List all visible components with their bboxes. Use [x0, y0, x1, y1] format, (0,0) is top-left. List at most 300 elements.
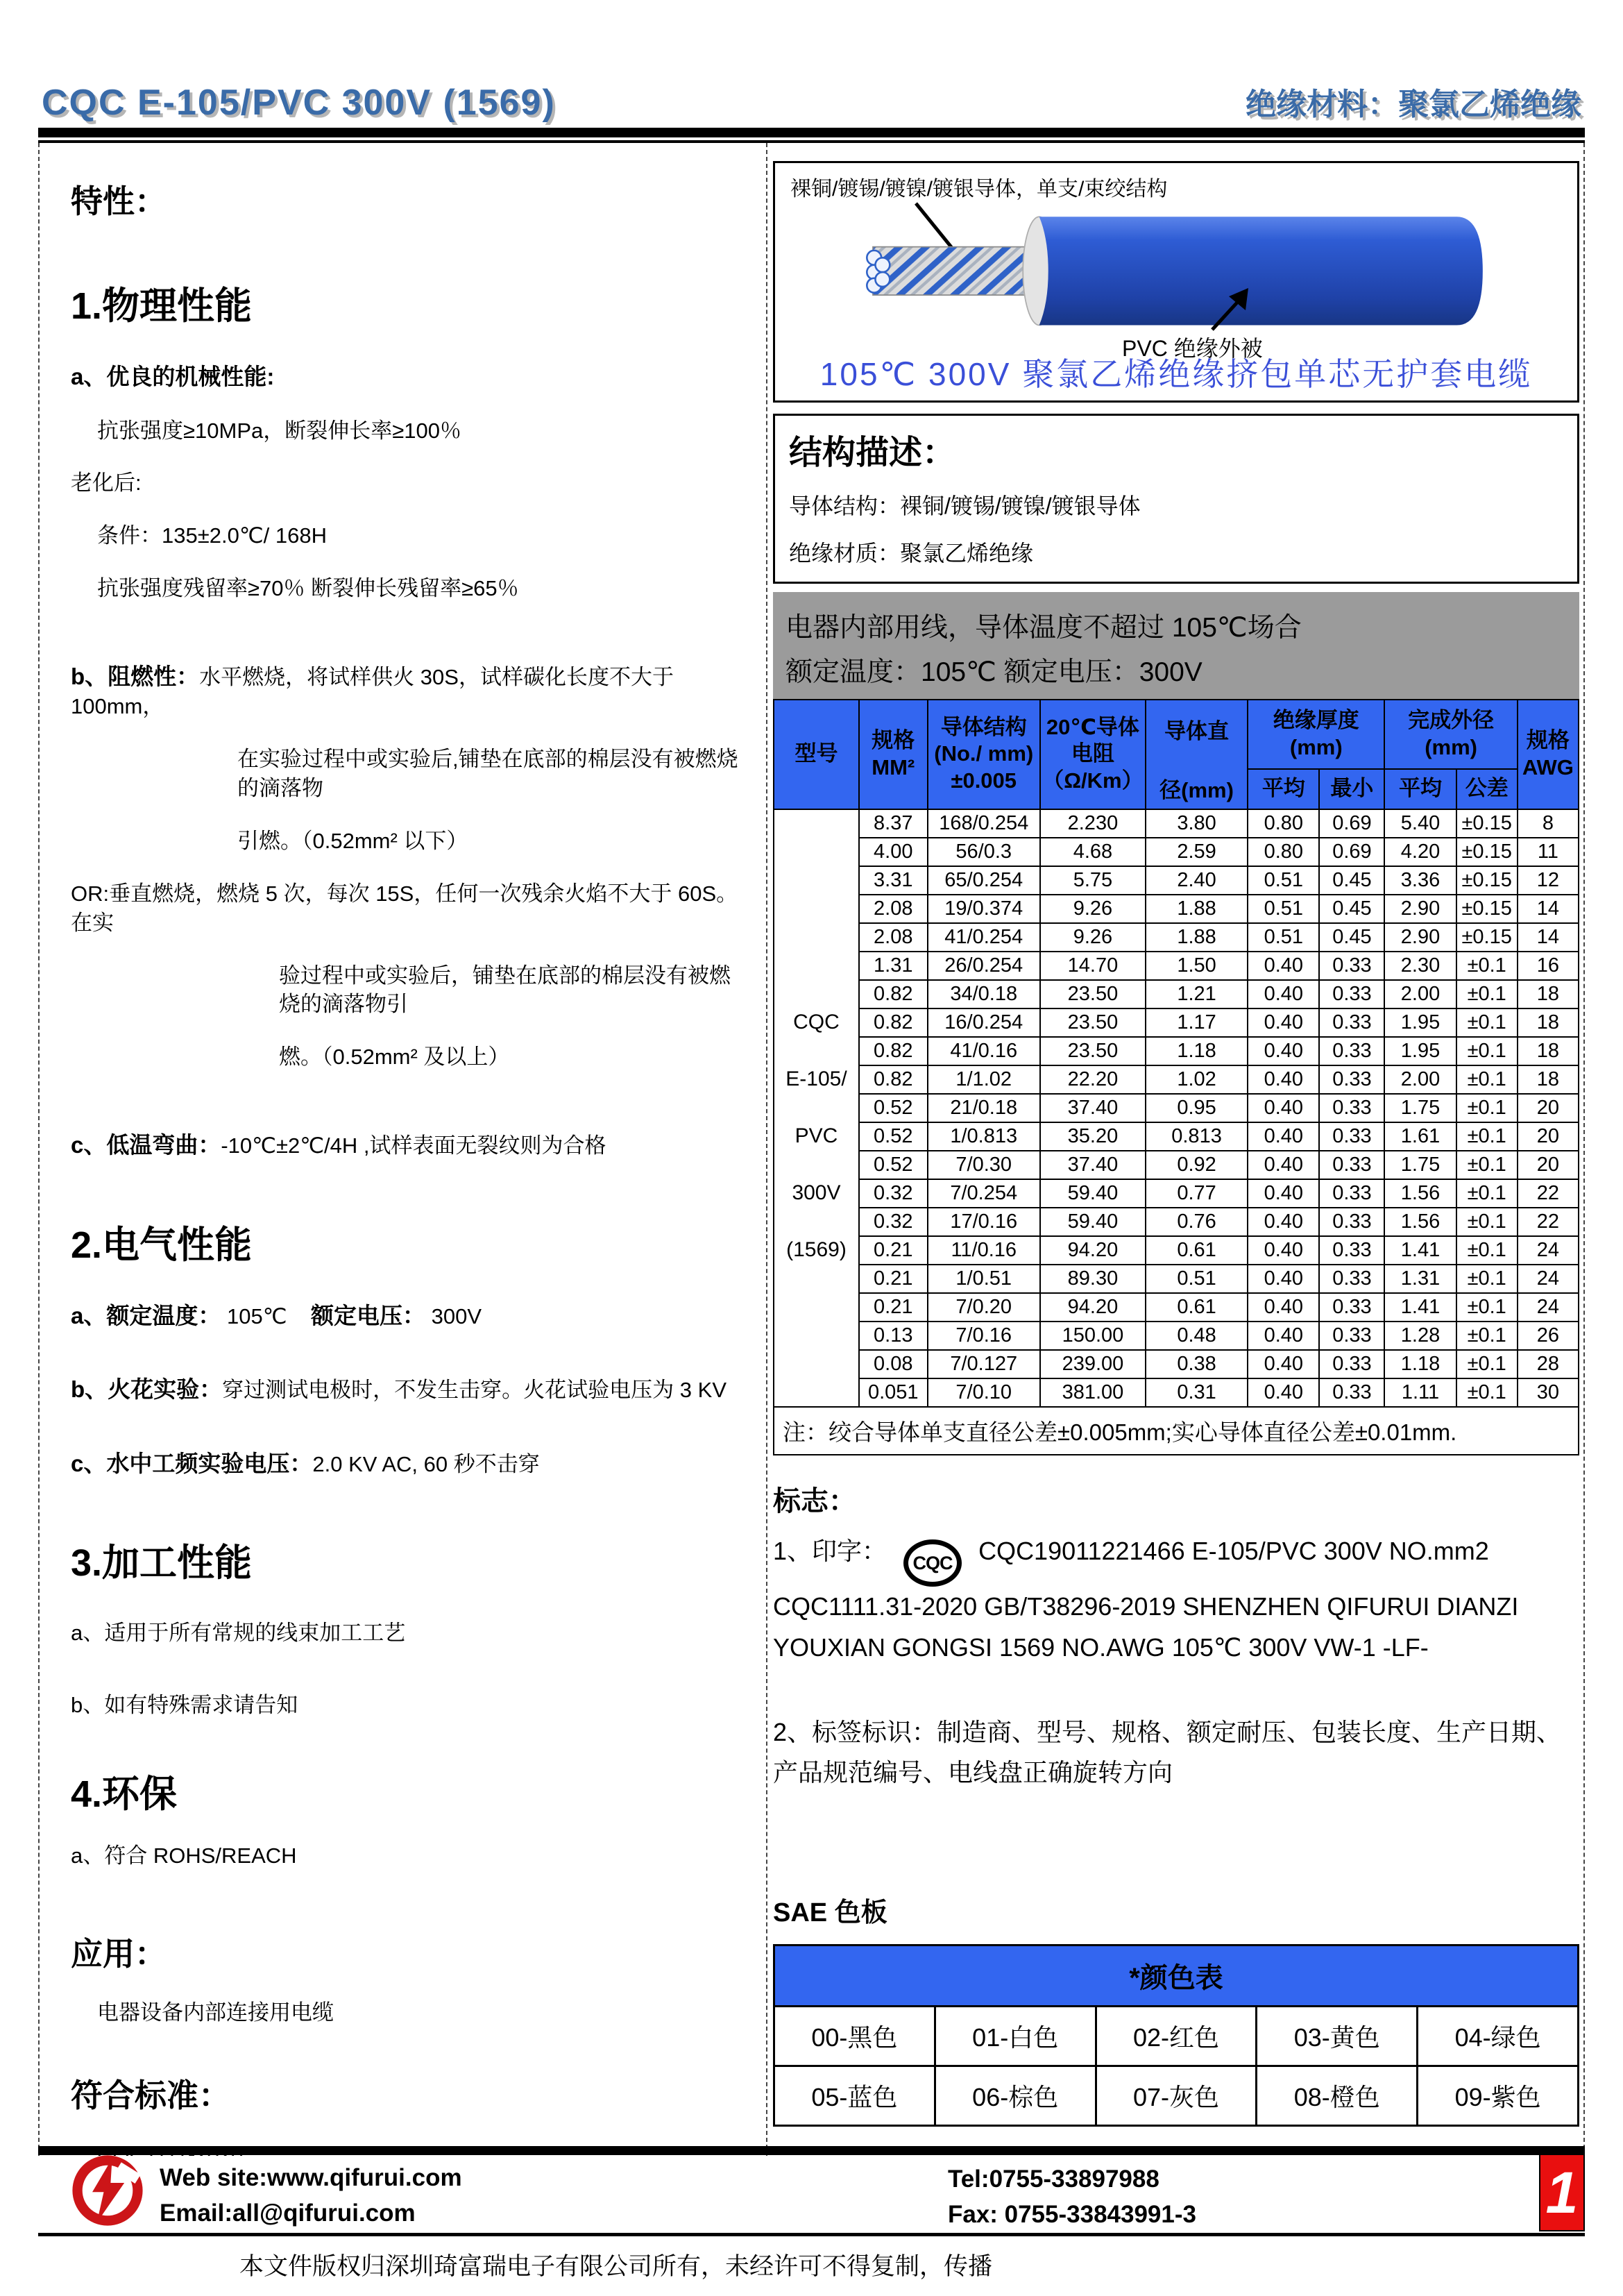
spec-size: 0.21	[859, 1265, 928, 1293]
spec-size: 2.08	[859, 923, 928, 952]
spec-od-tol: ±0.15	[1456, 838, 1518, 866]
coldbend-value: -10℃±2℃/4H ,试样表面无裂纹则为合格	[221, 1133, 606, 1158]
spec-diameter: 0.77	[1146, 1179, 1248, 1208]
spec-od-avg: 1.18	[1384, 1350, 1456, 1378]
spec-size: 0.82	[859, 1008, 928, 1037]
spec-resistance: 9.26	[1040, 895, 1146, 923]
spec-od-tol: ±0.15	[1456, 809, 1518, 838]
spec-model: PVC	[774, 1122, 859, 1151]
flame-or-line1: OR:垂直燃烧，燃烧 5 次，每次 15S，任何一次残余火焰不大于 60S。在实	[71, 881, 738, 935]
spec-diameter: 0.51	[1146, 1265, 1248, 1293]
spec-col-model: 型号	[774, 700, 859, 809]
spec-awg: 18	[1518, 1065, 1579, 1094]
spec-diameter: 1.02	[1146, 1065, 1248, 1094]
spec-od-tol: ±0.1	[1456, 980, 1518, 1008]
spec-resistance: 37.40	[1040, 1151, 1146, 1179]
main-content	[38, 143, 1585, 2156]
spec-structure: 17/0.16	[928, 1208, 1040, 1236]
spec-ins-avg: 0.40	[1248, 1008, 1319, 1037]
marking-label-paragraph: 2、标签标识：制造商、型号、规格、额定耐压、包装长度、生产日期、产品规范编号、电线盘正确旋转方向	[773, 1718, 1562, 1787]
spec-table-row	[774, 980, 1579, 1008]
marking-print-text-c: 105℃ 300V VW-1 -LF-	[1171, 1632, 1429, 1662]
spec-ins-avg: 0.40	[1248, 1122, 1319, 1151]
structure-heading: 结构描述：	[789, 434, 956, 471]
processing-heading: 3.加工性能	[71, 1542, 253, 1585]
spec-table-row	[774, 1094, 1579, 1122]
spec-model	[774, 809, 859, 838]
spec-od-tol: ±0.15	[1456, 895, 1518, 923]
spark-label: b、火花实验：	[71, 1376, 223, 1403]
aging-residual: 抗张强度残留率≥70％ 断裂伸长残留率≥65％	[97, 576, 519, 601]
spec-model	[774, 1265, 859, 1293]
spec-awg: 24	[1518, 1236, 1579, 1265]
spec-size: 0.52	[859, 1094, 928, 1122]
spec-table-note: 注：绞合导体单支直径公差±0.005mm;实心导体直径公差±0.01mm.	[774, 1407, 1579, 1455]
marking-heading: 标志：	[773, 1485, 856, 1517]
spec-awg: 18	[1518, 1037, 1579, 1065]
spec-model	[774, 866, 859, 895]
spec-col-diameter: 导体直 径(mm)	[1146, 700, 1248, 809]
application-heading: 应用：	[71, 1935, 167, 1972]
spec-resistance: 94.20	[1040, 1293, 1146, 1322]
page-header	[0, 0, 1623, 124]
spec-diameter: 0.31	[1146, 1378, 1248, 1407]
spec-diameter: 0.92	[1146, 1151, 1248, 1179]
flame-label: b、阻燃性：	[71, 663, 200, 689]
spec-resistance: 22.20	[1040, 1065, 1146, 1094]
spec-ins-avg: 0.40	[1248, 1322, 1319, 1350]
spec-col-awg: 规格 AWG	[1518, 700, 1579, 809]
spec-awg: 20	[1518, 1151, 1579, 1179]
spec-model: (1569)	[774, 1236, 859, 1265]
page-footer	[0, 2146, 1623, 2282]
spec-diameter: 0.61	[1146, 1293, 1248, 1322]
spec-od-avg: 5.40	[1384, 809, 1456, 838]
spec-structure: 1/1.02	[928, 1065, 1040, 1094]
spec-resistance: 150.00	[1040, 1322, 1146, 1350]
spec-model	[774, 952, 859, 980]
spec-resistance: 23.50	[1040, 1008, 1146, 1037]
qifurui-logo-icon	[69, 2152, 146, 2229]
spec-od-tol: ±0.1	[1456, 1236, 1518, 1265]
spec-table-row	[774, 1322, 1579, 1350]
spec-size: 2.08	[859, 895, 928, 923]
spec-size: 0.52	[859, 1151, 928, 1179]
spec-resistance: 59.40	[1040, 1179, 1146, 1208]
spec-model	[774, 895, 859, 923]
spec-sub-od-tol: 公差	[1456, 769, 1518, 809]
spec-od-avg: 1.75	[1384, 1094, 1456, 1122]
spec-size: 0.52	[859, 1122, 928, 1151]
spec-diameter: 0.61	[1146, 1236, 1248, 1265]
rated-volt-label: 额定电压：	[310, 1302, 425, 1328]
spec-awg: 12	[1518, 866, 1579, 895]
spec-table-row	[774, 952, 1579, 980]
spec-awg: 8	[1518, 809, 1579, 838]
physical-heading: 1.物理性能	[71, 285, 253, 327]
spec-sub-od-avg: 平均	[1384, 769, 1456, 809]
spec-od-tol: ±0.1	[1456, 1208, 1518, 1236]
spec-diameter: 0.48	[1146, 1322, 1248, 1350]
spec-ins-min: 0.33	[1319, 1236, 1384, 1265]
spec-table-row	[774, 1065, 1579, 1094]
spec-resistance: 23.50	[1040, 1037, 1146, 1065]
spec-table-row	[774, 1350, 1579, 1378]
spec-diameter: 3.80	[1146, 809, 1248, 838]
cable-diagram-box	[773, 161, 1579, 403]
spec-model	[774, 923, 859, 952]
color-cell: 05-蓝色	[774, 2066, 935, 2125]
spec-od-avg: 1.56	[1384, 1179, 1456, 1208]
footer-rule-bottom	[38, 2233, 1585, 2236]
flame-or-line2: 验过程中或实验后，铺垫在底部的棉层没有被燃烧的滴落物引	[279, 963, 731, 1017]
structure-description-box	[773, 414, 1579, 584]
spec-structure: 7/0.127	[928, 1350, 1040, 1378]
spec-structure: 34/0.18	[928, 980, 1040, 1008]
spec-resistance: 5.75	[1040, 866, 1146, 895]
website-text: Web site:www.qifurui.com	[160, 2164, 462, 2191]
color-table	[773, 1944, 1579, 2127]
spec-resistance: 23.50	[1040, 980, 1146, 1008]
spec-resistance: 2.230	[1040, 809, 1146, 838]
spec-structure: 65/0.254	[928, 866, 1040, 895]
color-cell: 08-橙色	[1257, 2066, 1418, 2125]
spec-awg: 24	[1518, 1293, 1579, 1322]
spec-diameter: 1.50	[1146, 952, 1248, 980]
spec-od-tol: ±0.1	[1456, 1008, 1518, 1037]
spec-od-tol: ±0.1	[1456, 1065, 1518, 1094]
arrow-up-icon	[1197, 287, 1259, 334]
spec-diameter: 2.40	[1146, 866, 1248, 895]
spec-size: 0.82	[859, 1037, 928, 1065]
spec-od-avg: 4.20	[1384, 838, 1456, 866]
rated-volt-value: 300V	[431, 1303, 482, 1328]
spec-model	[774, 1208, 859, 1236]
aging-label: 老化后:	[71, 471, 142, 496]
spec-ins-avg: 0.40	[1248, 1265, 1319, 1293]
spec-table-row	[774, 866, 1579, 895]
marking-print-label: 1、印字：	[773, 1536, 887, 1565]
spec-col-od: 完成外径 (mm)	[1384, 700, 1517, 769]
spec-ins-min: 0.69	[1319, 838, 1384, 866]
spec-od-tol: ±0.1	[1456, 952, 1518, 980]
spec-awg: 24	[1518, 1265, 1579, 1293]
spec-structure: 7/0.254	[928, 1179, 1040, 1208]
spec-table-row	[774, 1236, 1579, 1265]
spec-awg: 16	[1518, 952, 1579, 980]
spec-ins-min: 0.33	[1319, 1122, 1384, 1151]
spec-ins-avg: 0.40	[1248, 1037, 1319, 1065]
marking-print-paragraph	[773, 1531, 1579, 1669]
tel-text: Tel:0755-33897988	[947, 2166, 1159, 2193]
spec-od-avg: 1.95	[1384, 1037, 1456, 1065]
color-cell: 03-黄色	[1257, 2006, 1418, 2066]
spec-structure: 7/0.20	[928, 1293, 1040, 1322]
spec-ins-avg: 0.40	[1248, 980, 1319, 1008]
spec-resistance: 89.30	[1040, 1265, 1146, 1293]
footer-logo	[69, 2152, 146, 2232]
spec-table-row	[774, 1265, 1579, 1293]
color-table-title: *颜色表	[774, 1945, 1579, 2006]
spec-resistance: 239.00	[1040, 1350, 1146, 1378]
spec-ins-avg: 0.40	[1248, 1094, 1319, 1122]
header-rule-thick	[38, 128, 1585, 137]
spec-od-avg: 1.75	[1384, 1151, 1456, 1179]
spec-resistance: 381.00	[1040, 1378, 1146, 1407]
page-number-badge: 1	[1539, 2154, 1585, 2231]
spec-table-row	[774, 1293, 1579, 1322]
spec-size: 0.13	[859, 1322, 928, 1350]
spec-table-row	[774, 1208, 1579, 1236]
spec-ins-avg: 0.40	[1248, 1179, 1319, 1208]
spec-ins-min: 0.33	[1319, 1065, 1384, 1094]
spec-awg: 30	[1518, 1378, 1579, 1407]
spec-table-row	[774, 1122, 1579, 1151]
spec-diameter: 0.813	[1146, 1122, 1248, 1151]
spec-od-tol: ±0.1	[1456, 1179, 1518, 1208]
spec-od-avg: 1.28	[1384, 1322, 1456, 1350]
spec-structure: 21/0.18	[928, 1094, 1040, 1122]
spec-table-row	[774, 1008, 1579, 1037]
cable-product-title: 105℃ 300V 聚氯乙烯绝缘挤包单芯无护套电缆	[819, 356, 1533, 392]
spec-ins-min: 0.33	[1319, 1265, 1384, 1293]
spec-model: CQC	[774, 1008, 859, 1037]
color-table-row	[774, 2066, 1579, 2125]
spec-ins-avg: 0.40	[1248, 952, 1319, 980]
spec-ins-avg: 0.51	[1248, 895, 1319, 923]
spec-model	[774, 1094, 859, 1122]
spec-model	[774, 1151, 859, 1179]
spec-ins-min: 0.33	[1319, 1008, 1384, 1037]
spec-ins-avg: 0.51	[1248, 866, 1319, 895]
spec-col-resistance: 20℃导体 电阻 （Ω/Km）	[1040, 700, 1146, 809]
spec-ins-min: 0.45	[1319, 895, 1384, 923]
usage-line: 电器内部用线，导体温度不超过 105℃场合	[785, 613, 1302, 643]
spec-od-avg: 2.90	[1384, 923, 1456, 952]
spec-size: 0.82	[859, 980, 928, 1008]
spec-ins-min: 0.33	[1319, 1151, 1384, 1179]
spec-od-tol: ±0.1	[1456, 1037, 1518, 1065]
insulation-material-subtitle: 绝缘材料：聚氯乙烯绝缘	[1246, 87, 1581, 121]
color-cell: 07-灰色	[1096, 2066, 1257, 2125]
spec-structure: 19/0.374	[928, 895, 1040, 923]
spec-resistance: 94.20	[1040, 1236, 1146, 1265]
spec-model	[774, 980, 859, 1008]
spec-size: 0.32	[859, 1179, 928, 1208]
spec-awg: 22	[1518, 1179, 1579, 1208]
spec-od-avg: 1.56	[1384, 1208, 1456, 1236]
spec-awg: 28	[1518, 1350, 1579, 1378]
spec-od-tol: ±0.1	[1456, 1322, 1518, 1350]
spec-model	[774, 1293, 859, 1322]
spec-ins-min: 0.33	[1319, 1179, 1384, 1208]
spec-diameter: 1.88	[1146, 923, 1248, 952]
spec-diameter: 1.21	[1146, 980, 1248, 1008]
application-text: 电器设备内部连接用电缆	[97, 2000, 334, 2025]
spec-table-row	[774, 895, 1579, 923]
spec-table-body	[774, 809, 1579, 1407]
spec-ins-avg: 0.40	[1248, 1236, 1319, 1265]
spec-model	[774, 838, 859, 866]
spec-ins-avg: 0.40	[1248, 1151, 1319, 1179]
spec-ins-min: 0.33	[1319, 952, 1384, 980]
color-table-body	[774, 2006, 1579, 2125]
spec-size: 0.32	[859, 1208, 928, 1236]
spec-size: 1.31	[859, 952, 928, 980]
spec-model	[774, 1322, 859, 1350]
spec-size: 0.21	[859, 1293, 928, 1322]
sae-color-board-label: SAE 色板	[773, 1898, 887, 1927]
spec-diameter: 0.76	[1146, 1208, 1248, 1236]
conductor-structure-line: 导体结构：裸铜/镀锡/镀镍/镀银导体	[789, 493, 1141, 518]
environment-a: a、符合 ROHS/REACH	[71, 1843, 297, 1868]
characteristics-title: 特性：	[71, 183, 167, 219]
spec-diameter: 1.88	[1146, 895, 1248, 923]
spec-ins-min: 0.45	[1319, 866, 1384, 895]
spec-od-avg: 1.61	[1384, 1122, 1456, 1151]
spec-resistance: 14.70	[1040, 952, 1146, 980]
spec-ins-avg: 0.40	[1248, 1350, 1319, 1378]
mech-label: a、优良的机械性能:	[71, 364, 275, 389]
spec-resistance: 4.68	[1040, 838, 1146, 866]
spec-awg: 11	[1518, 838, 1579, 866]
coldbend-label: c、低温弯曲：	[71, 1132, 221, 1158]
spec-awg: 18	[1518, 1008, 1579, 1037]
copyright-text: 本文件版权归深圳琦富瑞电子有限公司所有，未经许可不得复制，传播	[239, 2253, 993, 2280]
spec-ins-min: 0.33	[1319, 1350, 1384, 1378]
water-test-value: 2.0 KV AC, 60 秒不击穿	[312, 1451, 540, 1476]
spec-awg: 26	[1518, 1322, 1579, 1350]
spec-od-avg: 1.31	[1384, 1265, 1456, 1293]
spec-col-size: 规格 MM²	[859, 700, 928, 809]
spec-model	[774, 1037, 859, 1065]
conductor-structure-label: 裸铜/镀锡/镀镍/镀银导体，单支/束绞结构	[790, 178, 1168, 201]
color-cell: 02-红色	[1096, 2006, 1257, 2066]
spec-awg: 18	[1518, 980, 1579, 1008]
tensile-line: 抗张强度≥10MPa，断裂伸长率≥100％	[97, 418, 461, 443]
spec-awg: 20	[1518, 1094, 1579, 1122]
spec-od-tol: ±0.1	[1456, 1122, 1518, 1151]
spec-sub-ins-avg: 平均	[1248, 769, 1319, 809]
spec-structure: 56/0.3	[928, 838, 1040, 866]
spec-ins-min: 0.33	[1319, 980, 1384, 1008]
spec-table-row	[774, 1151, 1579, 1179]
spark-value: 穿过测试电极时，不发生击穿。火花试验电压为 3 KV	[222, 1378, 726, 1403]
spec-ins-min: 0.33	[1319, 1322, 1384, 1350]
spec-od-tol: ±0.15	[1456, 923, 1518, 952]
spec-od-avg: 3.36	[1384, 866, 1456, 895]
spec-structure: 168/0.254	[928, 809, 1040, 838]
spec-ins-min: 0.33	[1319, 1293, 1384, 1322]
spec-diameter: 0.95	[1146, 1094, 1248, 1122]
spec-structure: 41/0.254	[928, 923, 1040, 952]
usage-banner	[773, 592, 1579, 699]
spec-structure: 7/0.10	[928, 1378, 1040, 1407]
insulation-material-line: 绝缘材质：聚氯乙烯绝缘	[789, 541, 1034, 566]
spec-od-avg: 1.41	[1384, 1293, 1456, 1322]
email-text: Email:all@qifurui.com	[160, 2199, 416, 2227]
right-column	[767, 143, 1583, 2156]
spec-size: 0.82	[859, 1065, 928, 1094]
spec-ins-avg: 0.51	[1248, 923, 1319, 952]
cable-illustration	[813, 213, 1528, 328]
spec-od-avg: 2.00	[1384, 1065, 1456, 1094]
spec-col-structure: 导体结构 (No./ mm) ±0.005	[928, 700, 1040, 809]
spec-structure: 7/0.30	[928, 1151, 1040, 1179]
spec-od-avg: 2.00	[1384, 980, 1456, 1008]
spec-model	[774, 1378, 859, 1407]
spec-sub-ins-min: 最小	[1319, 769, 1384, 809]
spec-structure: 41/0.16	[928, 1037, 1040, 1065]
spec-od-avg: 2.90	[1384, 895, 1456, 923]
spec-awg: 14	[1518, 895, 1579, 923]
spec-od-tol: ±0.1	[1456, 1151, 1518, 1179]
spec-od-tol: ±0.15	[1456, 866, 1518, 895]
flame-line2: 在实验过程中或实验后,铺垫在底部的棉层没有被燃烧的滴落物	[237, 747, 738, 801]
color-cell: 06-棕色	[935, 2066, 1096, 2125]
spec-diameter: 2.59	[1146, 838, 1248, 866]
compliance-heading: 符合标准：	[71, 2077, 230, 2113]
flame-line3: 引燃。（0.52mm² 以下）	[237, 829, 468, 853]
aging-condition: 条件：135±2.0℃/ 168H	[97, 523, 327, 548]
color-cell: 09-紫色	[1418, 2066, 1579, 2125]
spec-table-row	[774, 1179, 1579, 1208]
spec-size: 0.051	[859, 1378, 928, 1407]
rated-temp-value: 105℃	[226, 1303, 287, 1328]
spec-structure: 1/0.51	[928, 1265, 1040, 1293]
marking-print-text-a: CQC19011221466 E-105/PVC 300V NO.mm2 CQC1111.31-2020	[773, 1536, 1489, 1621]
spec-od-avg: 1.11	[1384, 1378, 1456, 1407]
spec-ins-min: 0.69	[1319, 809, 1384, 838]
spec-model	[774, 1350, 859, 1378]
spec-ins-min: 0.33	[1319, 1208, 1384, 1236]
color-cell: 04-绿色	[1418, 2006, 1579, 2066]
spec-od-tol: ±0.1	[1456, 1265, 1518, 1293]
spec-awg: 20	[1518, 1122, 1579, 1151]
spec-model: E-105/	[774, 1065, 859, 1094]
spec-ins-min: 0.45	[1319, 923, 1384, 952]
spec-resistance: 59.40	[1040, 1208, 1146, 1236]
color-table-row	[774, 2006, 1579, 2066]
environment-heading: 4.环保	[71, 1773, 178, 1815]
spec-resistance: 35.20	[1040, 1122, 1146, 1151]
processing-a: a、适用于所有常规的线束加工工艺	[71, 1621, 406, 1646]
color-cell: 00-黑色	[774, 2006, 935, 2066]
spec-od-tol: ±0.1	[1456, 1094, 1518, 1122]
spec-col-insulation: 绝缘厚度 (mm)	[1248, 700, 1384, 769]
rated-temp-label: a、额定温度：	[71, 1302, 221, 1328]
spec-ins-avg: 0.40	[1248, 1378, 1319, 1407]
water-test-label: c、水中工频实验电压：	[71, 1450, 313, 1476]
flame-line1: 水平燃烧，将试样供火 30S，试样碳化长度不大于 100mm，	[71, 664, 674, 719]
cqc-certification-icon: CQC	[903, 1539, 962, 1587]
spec-od-tol: ±0.1	[1456, 1350, 1518, 1378]
spec-od-avg: 2.30	[1384, 952, 1456, 980]
spec-table-row	[774, 809, 1579, 838]
spec-od-tol: ±0.1	[1456, 1378, 1518, 1407]
spec-ins-min: 0.33	[1319, 1378, 1384, 1407]
spec-table-row	[774, 838, 1579, 866]
spec-size: 3.31	[859, 866, 928, 895]
spec-ins-min: 0.33	[1319, 1037, 1384, 1065]
spec-size: 0.08	[859, 1350, 928, 1378]
spec-diameter: 1.17	[1146, 1008, 1248, 1037]
spec-size: 4.00	[859, 838, 928, 866]
color-cell: 01-白色	[935, 2006, 1096, 2066]
spec-awg: 22	[1518, 1208, 1579, 1236]
processing-b: b、如有特殊需求请告知	[71, 1693, 298, 1718]
spec-table-row	[774, 923, 1579, 952]
